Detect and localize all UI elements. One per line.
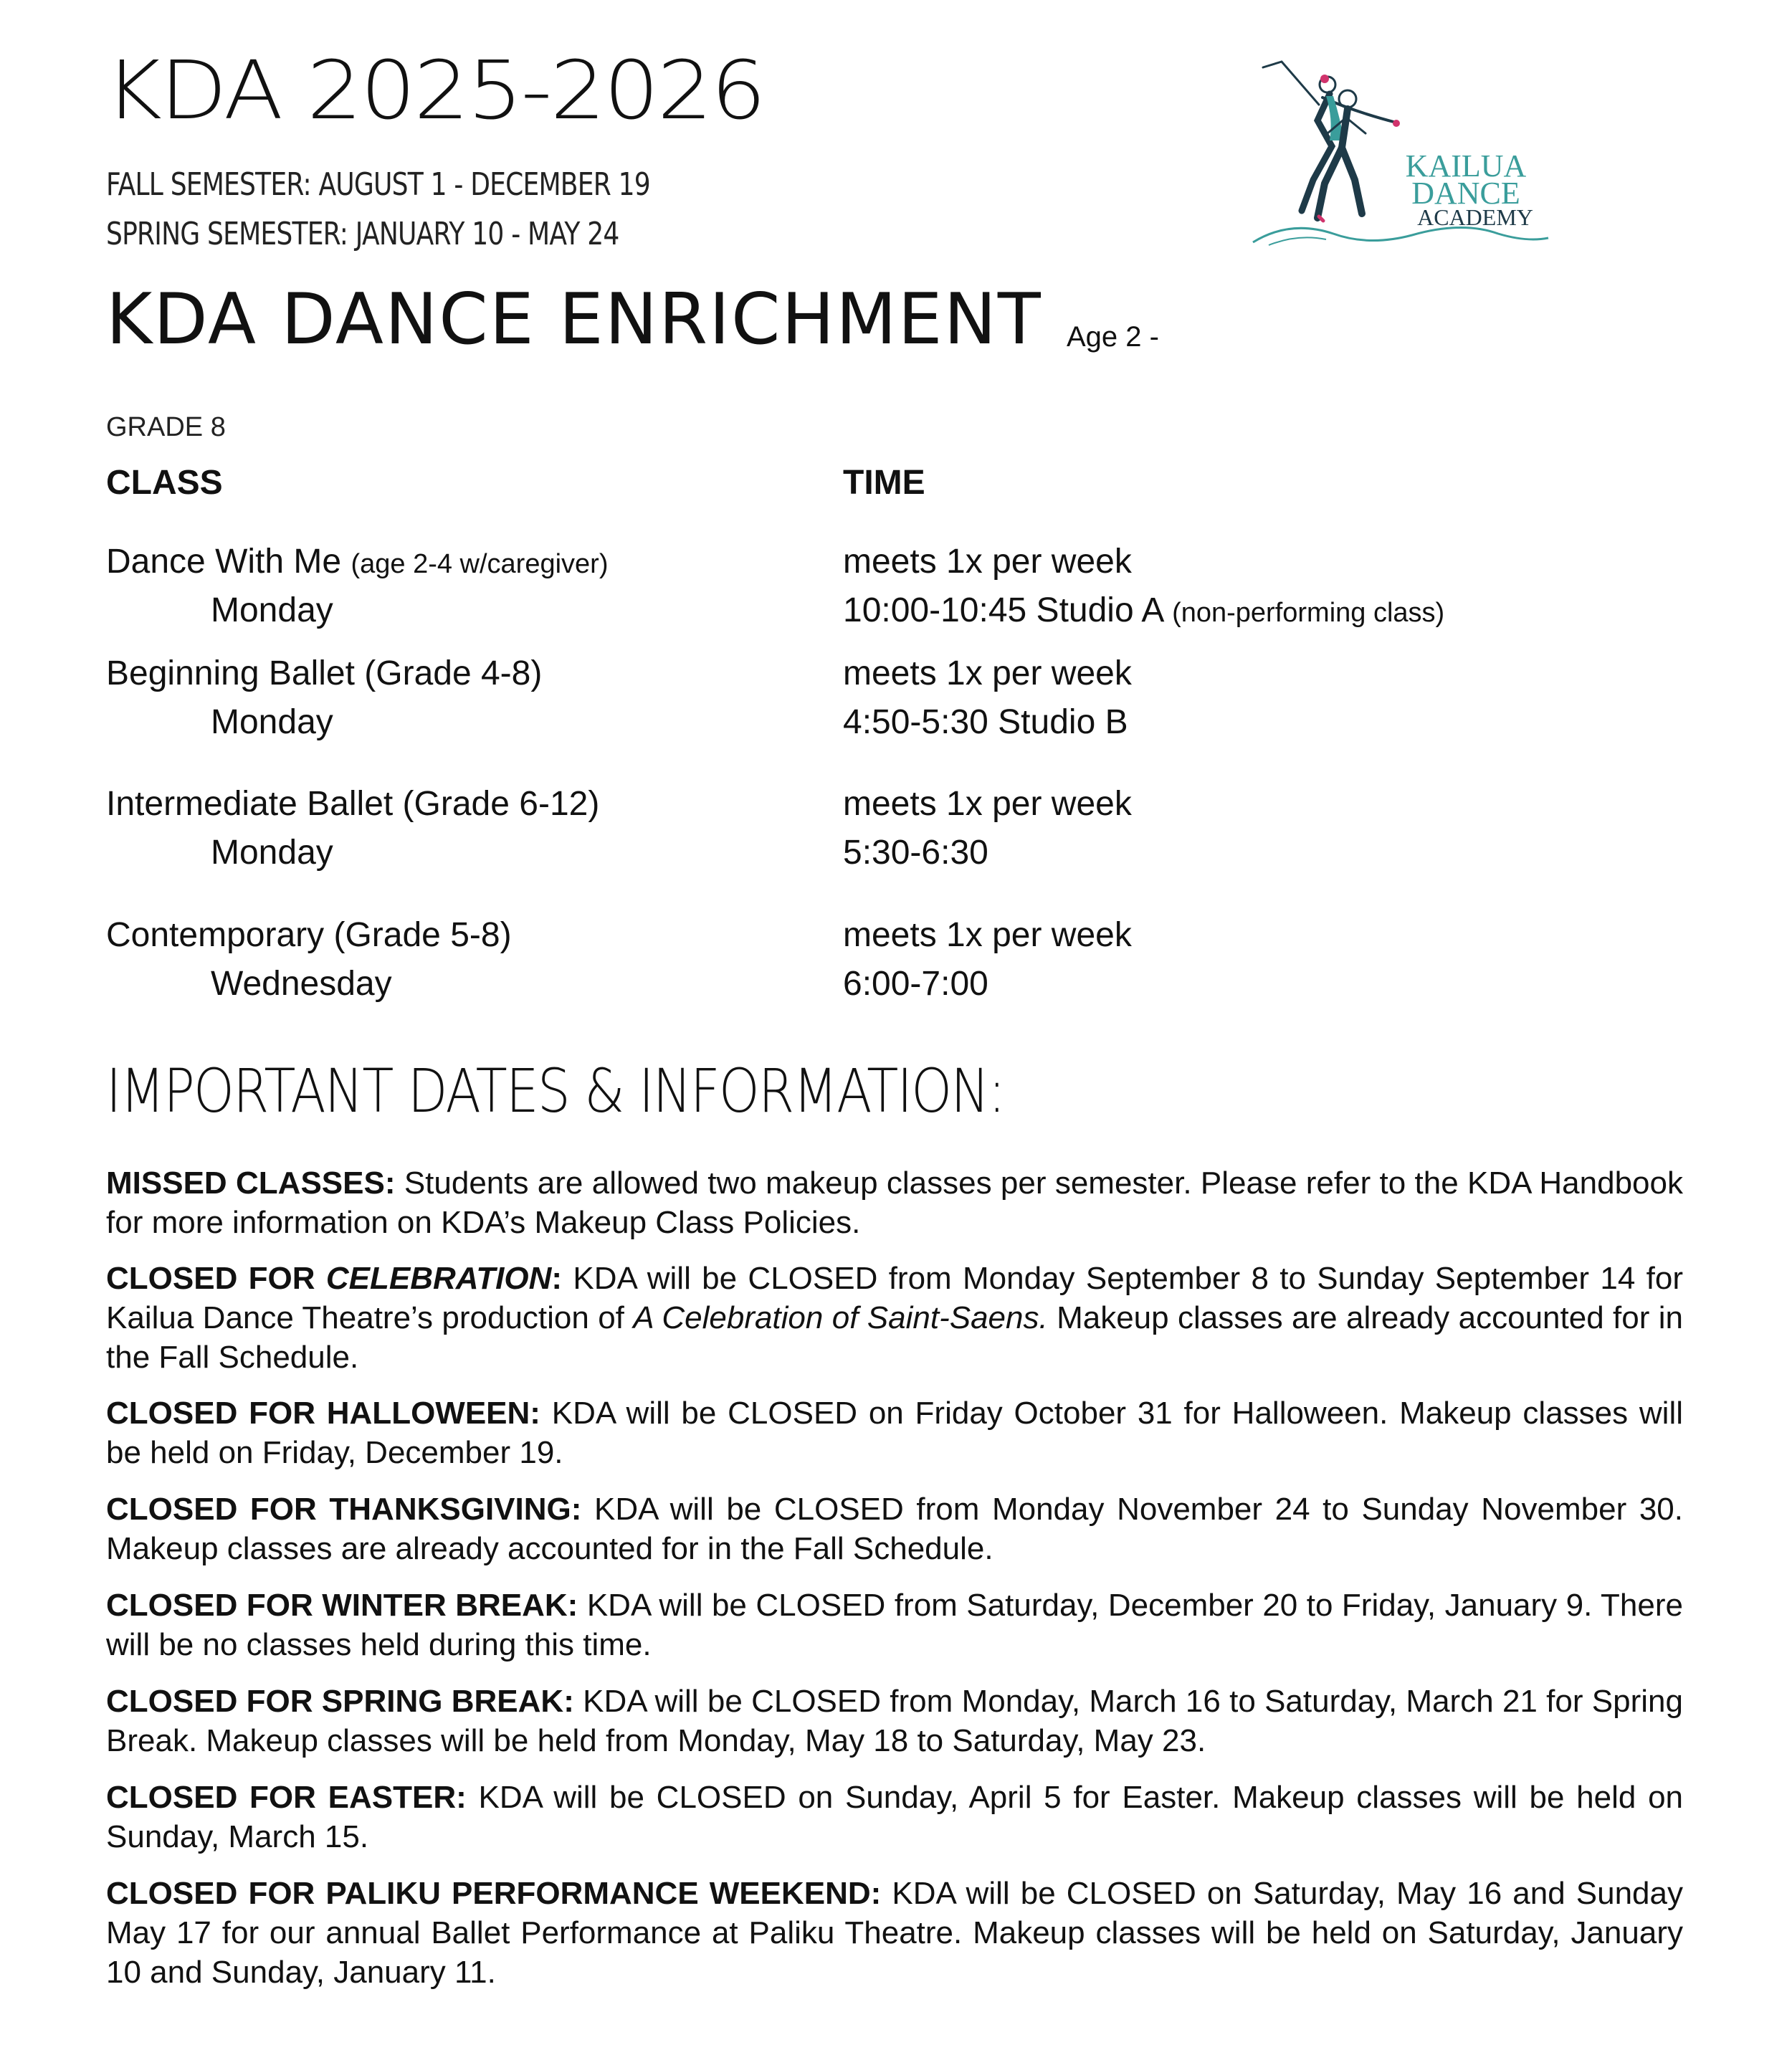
dancers-figure-icon — [1263, 62, 1400, 221]
class-time: 4:50-5:30 Studio B — [843, 703, 1128, 741]
info-label-italic: CELEBRATION — [325, 1261, 552, 1296]
age-note: Age 2 - — [1067, 321, 1159, 353]
class-day: Monday — [211, 703, 333, 741]
class-note: (age 2-4 w/caregiver) — [351, 549, 609, 579]
info-label: CLOSED FOR SPRING BREAK: — [106, 1684, 574, 1719]
class-time: 5:30-6:30 — [843, 834, 988, 872]
info-text: KDA will be CLOSED from Monday September 8 to Sunday September 14 for Kailua Dance Theatre’s production of — [106, 1261, 1683, 1335]
info-text: KDA will be CLOSED from Monday, March 16 to Saturday, March 21 for Spring Break. Makeup classes will be held from Monday, May 18 to Saturday, May 23. — [106, 1684, 1683, 1758]
info-label: CLOSED FOR HALLOWEEN: — [106, 1396, 540, 1431]
info-text: Students are allowed two makeup classes per semester. Please refer to the KDA Handbook for more information on KDA’s Makeup Class Policies. — [106, 1165, 1683, 1240]
class-time: 10:00-10:45 Studio A — [843, 591, 1163, 629]
logo-line-1: KAILUA — [1405, 148, 1527, 183]
info-item — [106, 1489, 1683, 1568]
class-row — [106, 915, 1683, 1023]
class-row — [106, 654, 1683, 761]
spring-semester-dates: SPRING SEMESTER: JANUARY 10 - MAY 24 — [106, 216, 619, 252]
class-frequency: meets 1x per week — [843, 916, 1132, 954]
time-column-header: TIME — [843, 464, 925, 502]
class-row — [106, 784, 1683, 892]
class-frequency: meets 1x per week — [843, 785, 1132, 823]
class-day: Monday — [211, 834, 333, 872]
kailua-dance-academy-logo — [1247, 54, 1555, 252]
logo-line-2: DANCE — [1411, 176, 1520, 211]
class-column-header: CLASS — [106, 464, 223, 502]
info-item — [106, 1874, 1683, 1992]
info-label: CLOSED FOR EASTER: — [106, 1780, 467, 1815]
info-label: CLOSED FOR THANKSGIVING: — [106, 1492, 582, 1527]
info-label-colon: : — [551, 1261, 563, 1296]
logo-line-3: ACADEMY — [1417, 204, 1533, 230]
info-text: KDA will be CLOSED from Monday November 24 to Sunday November 30. Makeup classes are already accounted for in the Fall Schedule. — [106, 1492, 1683, 1566]
class-name: Beginning Ballet (Grade 4-8) — [106, 654, 543, 692]
class-day: Monday — [211, 591, 333, 629]
important-dates-title: IMPORTANT DATES & INFORMATION: — [106, 1056, 1005, 1126]
info-text: KDA will be CLOSED from Saturday, December 20 to Friday, January 9. There will be no classes held during this time. — [106, 1588, 1683, 1662]
class-time-note: (non-performing class) — [1172, 598, 1445, 628]
info-label: CLOSED FOR PALIKU PERFORMANCE WEEKEND: — [106, 1876, 882, 1911]
page-title: KDA 2025-2026 — [105, 43, 765, 138]
class-frequency: meets 1x per week — [843, 543, 1132, 581]
class-time: 6:00-7:00 — [843, 965, 988, 1003]
class-name: Contemporary (Grade 5-8) — [106, 916, 512, 954]
info-text: KDA will be CLOSED on Sunday, April 5 for Easter. Makeup classes will be held on Sunday, March 15. — [106, 1780, 1684, 1854]
enrichment-title: KDA DANCE ENRICHMENT — [106, 279, 1042, 361]
class-name: Intermediate Ballet (Grade 6-12) — [106, 785, 600, 823]
info-item — [106, 1778, 1683, 1856]
info-label: CLOSED FOR WINTER BREAK: — [106, 1588, 578, 1623]
info-text-italic: A Celebration of Saint-Saens. — [633, 1300, 1048, 1335]
info-item — [106, 1259, 1683, 1377]
info-item — [106, 1586, 1683, 1664]
info-item — [106, 1682, 1683, 1760]
grade-note: GRADE 8 — [106, 412, 226, 442]
info-text: KDA will be CLOSED on Friday October 31 for Halloween. Makeup classes will be held on Friday, December 19. — [106, 1396, 1684, 1470]
info-text-end: Makeup classes are already accounted for in the Fall Schedule. — [106, 1300, 1684, 1375]
class-row — [106, 542, 1683, 649]
info-label: CLOSED FOR — [106, 1261, 326, 1296]
info-text: KDA will be CLOSED on Saturday, May 16 and Sunday May 17 for our annual Ballet Performance at Paliku Theatre. Makeup classes will be held on Saturday, January 10 and Sunday, January 11. — [106, 1876, 1683, 1990]
class-name: Dance With Me — [106, 543, 342, 581]
fall-semester-dates: FALL SEMESTER: AUGUST 1 - DECEMBER 19 — [106, 166, 650, 203]
info-label: MISSED CLASSES: — [106, 1165, 396, 1201]
info-item — [106, 1393, 1683, 1472]
class-day: Wednesday — [211, 965, 392, 1003]
info-item — [106, 1163, 1683, 1242]
class-frequency: meets 1x per week — [843, 654, 1132, 692]
